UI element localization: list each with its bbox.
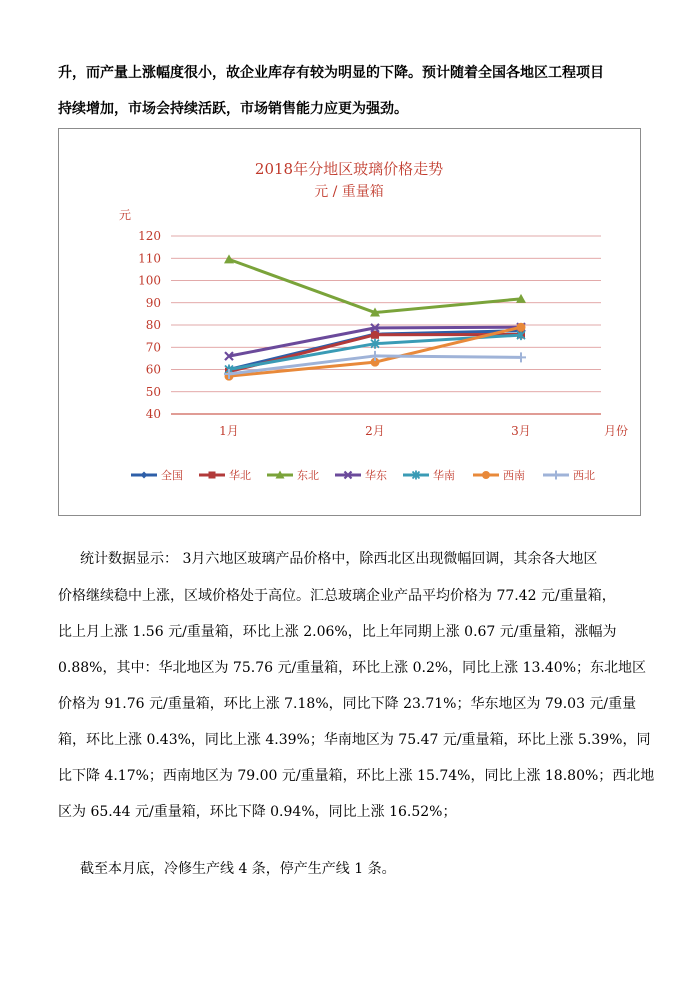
data-point (209, 472, 216, 479)
intro-line-2: 持续增加，市场会持续活跃，市场销售能力应更为强劲。 (58, 101, 408, 117)
y-tick-label: 80 (145, 318, 161, 332)
body-line: 比下降 4.17%；西南地区为 79.00 元/重量箱，环比上涨 15.74%，同比上涨 18.80%；西北地 (58, 768, 655, 784)
legend-item (335, 468, 387, 482)
y-axis-label: 元 (119, 208, 132, 222)
x-tick-label: 1月 (219, 424, 239, 438)
data-point (141, 472, 148, 479)
body-line: 统计数据显示： 3月六地区玻璃产品价格中，除西北区出现微幅回调，其余各大地区 (80, 551, 598, 567)
chart-subtitle: 元 / 重量箱 (314, 184, 384, 200)
data-point (517, 323, 526, 332)
data-point (552, 471, 561, 480)
y-tick-label: 100 (138, 273, 161, 288)
legend-item (473, 469, 525, 482)
data-point (482, 471, 490, 479)
body-line: 价格为 91.76 元/重量箱，环比上涨 7.18%，同比下降 23.71%；华东地区为 79.03 元/重量 (58, 696, 637, 712)
legend-label: 西北 (573, 469, 595, 482)
x-tick-label: 3月 (511, 424, 531, 438)
price-chart (58, 128, 641, 516)
legend-label: 华东 (365, 469, 387, 482)
y-tick-label: 60 (145, 362, 161, 377)
legend-label: 东北 (297, 469, 319, 482)
body-line: 比上月上涨 1.56 元/重量箱，环比上涨 2.06%，比上年同期上涨 0.67 元/重量箱，涨幅为 (58, 624, 617, 640)
body-line: 区为 65.44 元/重量箱，环比下降 0.94%，同比上涨 16.52%； (58, 804, 457, 820)
legend-item (403, 468, 455, 482)
y-tick-label: 120 (138, 229, 161, 243)
legend-item (199, 468, 251, 482)
series-line (229, 259, 521, 312)
series-东北 (224, 254, 526, 316)
chart-title: 2018年分地区玻璃价格走势 (254, 160, 444, 178)
y-tick-label: 90 (145, 295, 161, 310)
y-tick-label: 40 (145, 407, 161, 421)
body-line: 价格继续稳中上涨，区域价格处于高位。汇总玻璃企业产品平均价格为 77.42 元/重量箱， (58, 588, 616, 604)
y-tick-label: 110 (138, 251, 161, 266)
intro-line-1: 升，而产量上涨幅度很小，故企业库存有较为明显的下降。预计随着全国各地区工程项目 (58, 65, 604, 81)
y-tick-label: 70 (145, 340, 161, 355)
x-tick-label: 2月 (365, 424, 385, 438)
legend-item (131, 468, 183, 482)
data-point (224, 254, 234, 263)
summary-line: 截至本月底，冷修生产线 4 条，停产生产线 1 条。 (80, 861, 396, 877)
legend-label: 华南 (433, 469, 455, 482)
data-point (516, 352, 526, 362)
body-line: 箱，环比上涨 0.43%，同比上涨 4.39%；华南地区为 75.47 元/重量箱，环比上涨 5.39%，同 (58, 732, 651, 748)
legend-label: 全国 (161, 469, 183, 482)
x-axis-label: 月份 (604, 424, 629, 438)
body-line: 0.88%，其中：华北地区为 75.76 元/重量箱，环比上涨 0.2%，同比上涨 13.40%；东北地区 (58, 660, 647, 676)
legend-label: 西南 (503, 469, 525, 482)
legend-label: 华北 (229, 469, 251, 482)
legend-item (267, 469, 319, 482)
y-tick-label: 50 (145, 384, 161, 399)
legend-item (543, 469, 595, 482)
price-chart-svg (59, 129, 640, 515)
